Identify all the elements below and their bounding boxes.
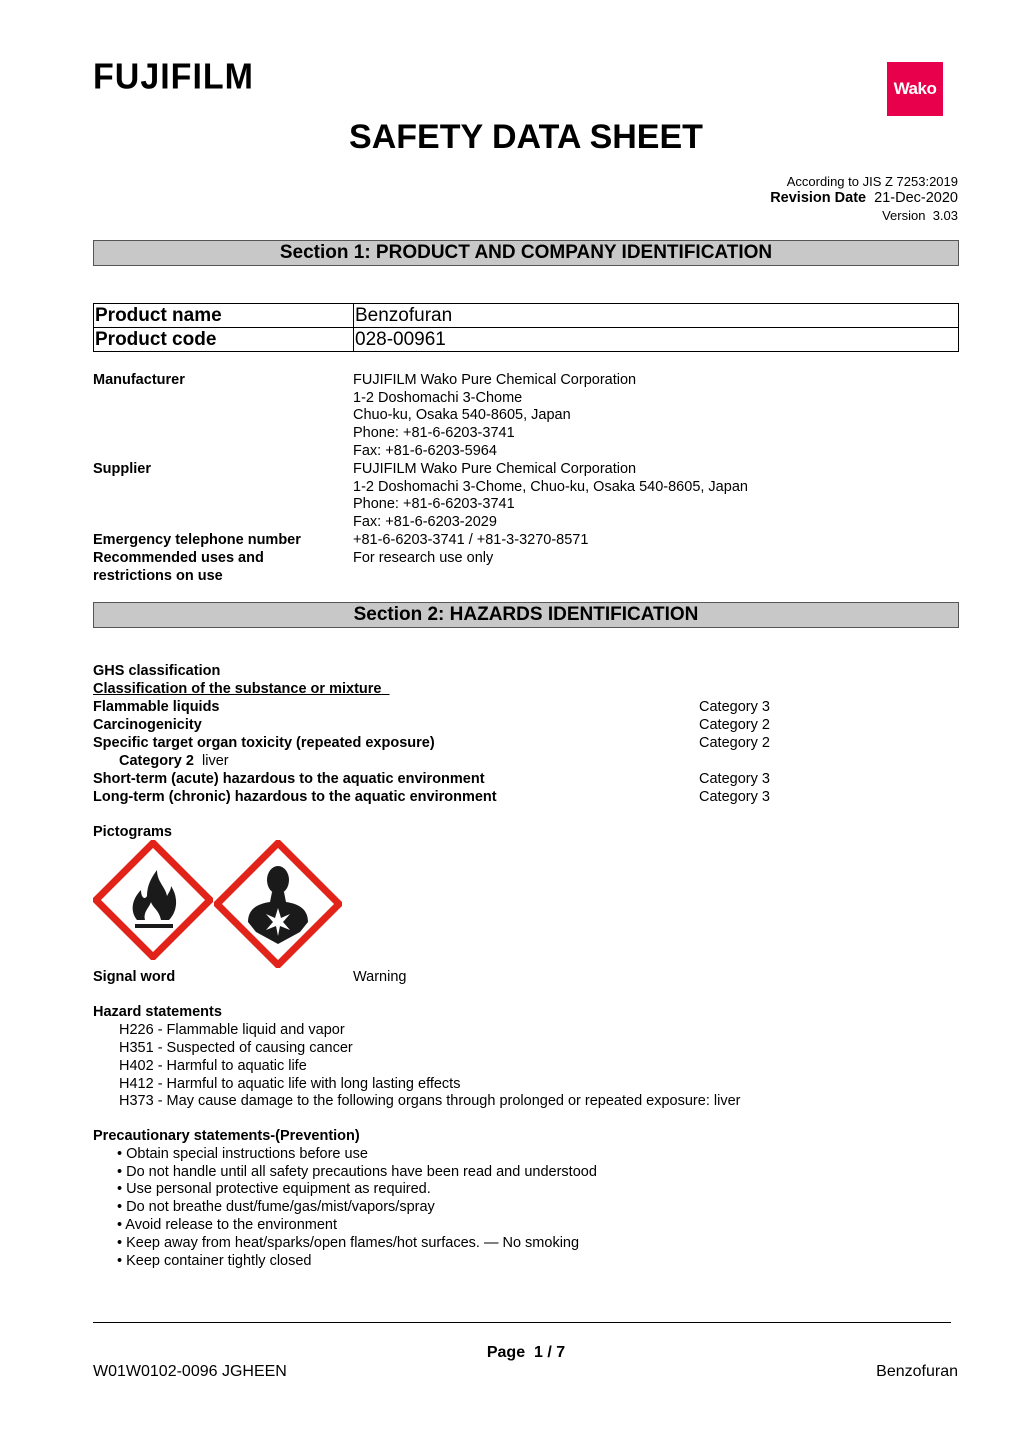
emergency-label: Emergency telephone number xyxy=(93,532,301,548)
according-to: According to JIS Z 7253:2019 xyxy=(786,174,958,189)
footer-divider xyxy=(93,1322,951,1323)
supplier-line: FUJIFILM Wako Pure Chemical Corporation xyxy=(353,461,637,477)
manufacturer-line: Phone: +81-6-6203-3741 xyxy=(353,425,515,442)
prevention-item: • Use personal protective equipment as required. xyxy=(117,1181,431,1197)
supplier-line: Phone: +81-6-6203-3741 xyxy=(353,496,515,513)
product-name-label: Product name xyxy=(94,304,354,328)
hazard-category: Category 3 xyxy=(699,789,770,805)
doc-code: W01W0102-0096 JGHEEN xyxy=(93,1363,287,1380)
classification-label xyxy=(93,681,390,698)
manufacturer-line: FUJIFILM Wako Pure Chemical Corporation xyxy=(353,372,637,388)
footer-product: Benzofuran xyxy=(876,1363,958,1380)
supplier-line: 1-2 Doshomachi 3-Chome, Chuo-ku, Osaka 540-8605, Japan xyxy=(353,478,748,495)
supplier-label: Supplier xyxy=(93,461,152,477)
fujifilm-logo: FUJIFILM xyxy=(93,57,254,97)
hazard-class: Short-term (acute) hazardous to the aquatic environment xyxy=(93,771,485,787)
page-number xyxy=(0,1344,1020,1361)
classification-text: Classification of the substance or mixture xyxy=(93,681,382,697)
hazard-class: Carcinogenicity xyxy=(93,717,202,733)
hazard-statement: H226 - Flammable liquid and vapor xyxy=(119,1022,345,1038)
product-code-label: Product code xyxy=(94,328,354,352)
stot-sub xyxy=(119,753,229,770)
signal-word-label: Signal word xyxy=(93,969,176,985)
prevention-label: Precautionary statements-(Prevention) xyxy=(93,1128,360,1144)
prevention-item: • Do not breathe dust/fume/gas/mist/vapors/spray xyxy=(117,1199,435,1215)
revision-value: 21-Dec-2020 xyxy=(874,190,958,206)
section-1-header: Section 1: PRODUCT AND COMPANY IDENTIFICATION xyxy=(93,240,959,266)
hazard-category: Category 2 xyxy=(699,735,770,751)
product-table xyxy=(93,303,959,352)
product-code-value: 028-00961 xyxy=(354,328,959,352)
stot-sub-organ: liver xyxy=(202,753,229,769)
stot-sub-category: Category 2 xyxy=(119,753,194,769)
hazard-category: Category 2 xyxy=(699,717,770,733)
manufacturer-line: Chuo-ku, Osaka 540-8605, Japan xyxy=(353,407,571,424)
uses-label-2: restrictions on use xyxy=(93,568,223,584)
hazard-statement: H373 - May cause damage to the following organs through prolonged or repeated exposure: liver xyxy=(119,1093,741,1109)
hazard-category: Category 3 xyxy=(699,771,770,787)
pictograms-label: Pictograms xyxy=(93,824,172,840)
flame-icon xyxy=(93,840,213,960)
prevention-item: • Do not handle until all safety precautions have been read and understood xyxy=(117,1164,597,1180)
hazard-statement: H402 - Harmful to aquatic life xyxy=(119,1058,307,1074)
ghs-label: GHS classification xyxy=(93,663,221,679)
prevention-item: • Keep away from heat/sparks/open flames/hot surfaces. — No smoking xyxy=(117,1235,580,1251)
section-2-header: Section 2: HAZARDS IDENTIFICATION xyxy=(93,602,959,628)
wako-logo: Wako xyxy=(887,62,943,116)
page-title: SAFETY DATA SHEET xyxy=(349,118,703,156)
signal-word-value: Warning xyxy=(353,969,407,985)
version-label: Version xyxy=(882,208,926,223)
revision-date xyxy=(770,190,958,207)
uses-value: For research use only xyxy=(353,550,494,566)
emergency-value: +81-6-6203-3741 / +81-3-3270-8571 xyxy=(353,532,589,548)
prevention-item: • Obtain special instructions before use xyxy=(117,1146,368,1162)
hazard-statement: H351 - Suspected of causing cancer xyxy=(119,1040,353,1056)
version xyxy=(882,207,958,224)
product-name-row xyxy=(94,304,959,328)
uses-label-1: Recommended uses and xyxy=(93,550,264,566)
hazard-category: Category 3 xyxy=(699,699,770,715)
supplier-line: Fax: +81-6-6203-2029 xyxy=(353,514,497,531)
prevention-item: • Keep container tightly closed xyxy=(117,1253,312,1269)
page-label: Page xyxy=(486,1344,526,1361)
prevention-item: • Avoid release to the environment xyxy=(117,1217,338,1233)
hazard-class: Specific target organ toxicity (repeated exposure) xyxy=(93,735,435,751)
page-value: 1 / 7 xyxy=(534,1344,566,1361)
revision-label: Revision Date xyxy=(770,190,867,206)
hazard-class: Flammable liquids xyxy=(93,699,220,715)
hazard-statements-label: Hazard statements xyxy=(93,1004,222,1020)
hazard-statement: H412 - Harmful to aquatic life with long lasting effects xyxy=(119,1076,461,1092)
product-name-value: Benzofuran xyxy=(354,304,959,328)
product-code-row xyxy=(94,328,959,352)
health-hazard-icon xyxy=(214,840,342,968)
manufacturer-line: Fax: +81-6-6203-5964 xyxy=(353,442,497,459)
hazard-class: Long-term (chronic) hazardous to the aquatic environment xyxy=(93,789,497,805)
manufacturer-label: Manufacturer xyxy=(93,372,185,388)
version-value: 3.03 xyxy=(932,208,958,223)
manufacturer-line: 1-2 Doshomachi 3-Chome xyxy=(353,389,523,406)
